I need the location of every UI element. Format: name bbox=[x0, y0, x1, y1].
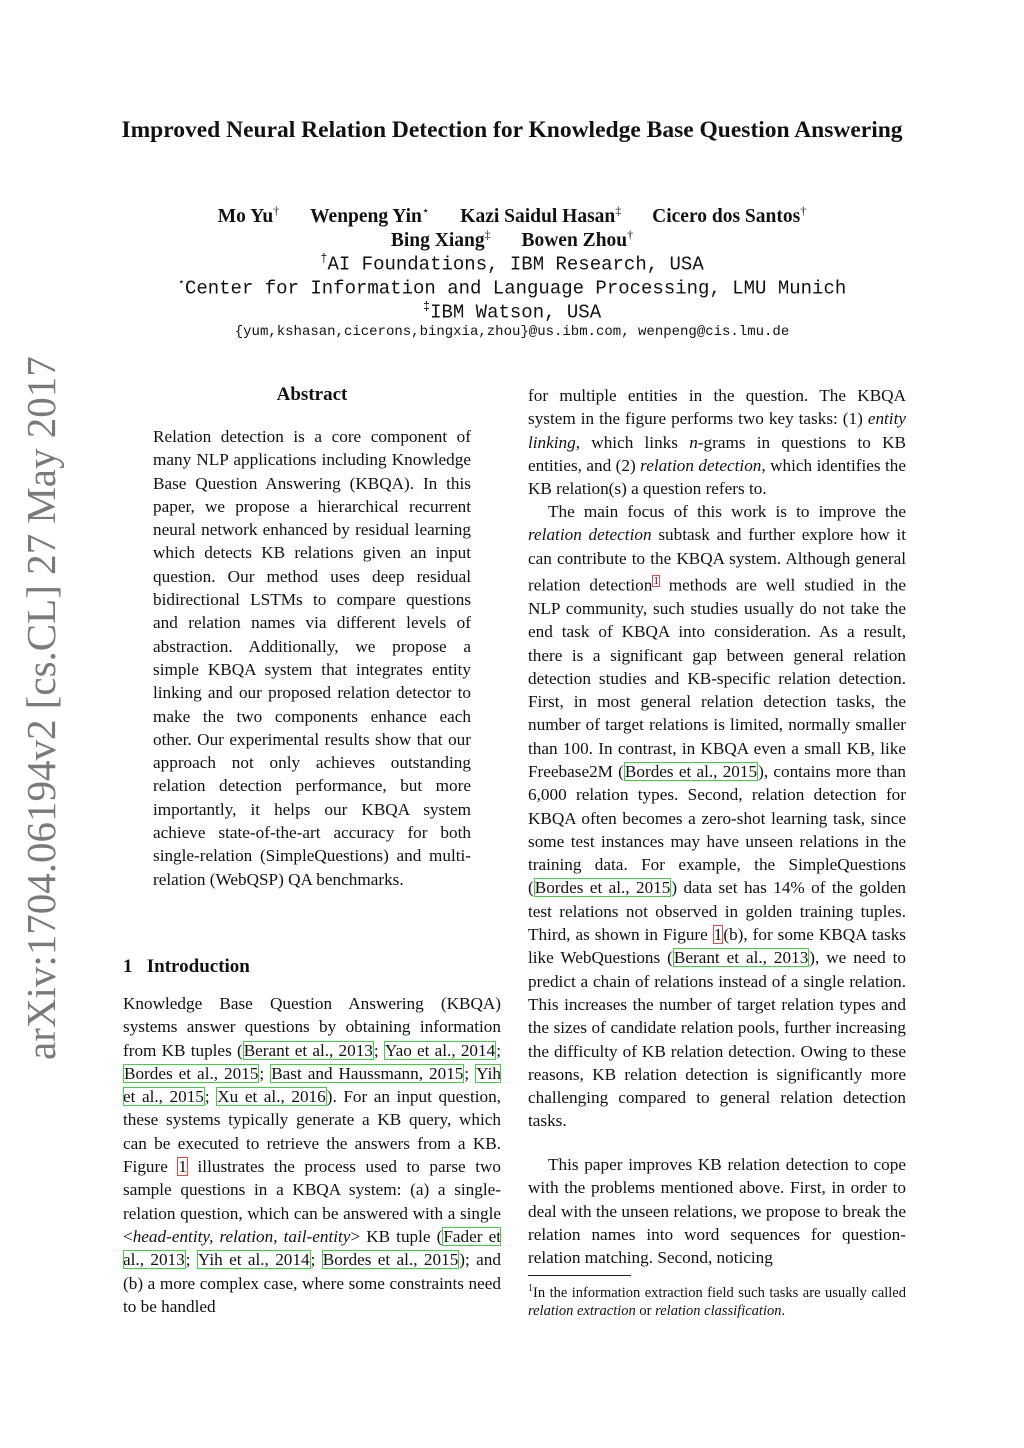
author: Bing Xiang‡ bbox=[390, 227, 491, 251]
arxiv-identifier: arXiv:1704.06194v2 [cs.CL] 27 May 2017 bbox=[18, 356, 64, 1060]
affiliation-lmu-munich: ⋆Center for Information and Language Processing, LMU Munich bbox=[177, 276, 847, 300]
citation-link[interactable]: Bast and Haussmann, 2015 bbox=[271, 1063, 464, 1083]
author: Cicero dos Santos† bbox=[652, 203, 807, 227]
figure-reference-link[interactable]: 1 bbox=[178, 1157, 187, 1177]
author: Kazi Saidul Hasan‡ bbox=[460, 203, 622, 227]
citation-link[interactable]: Fader et al., 2013 bbox=[123, 1226, 501, 1270]
affiliation-ibm-watson: ‡IBM Watson, USA bbox=[422, 300, 602, 324]
citation-link[interactable]: Yih et al., 2015 bbox=[123, 1063, 501, 1107]
citation-link[interactable]: Bordes et al., 2015 bbox=[624, 762, 758, 781]
paper-title: Improved Neural Relation Detection for Knowledge Base Question Answering bbox=[121, 117, 903, 143]
author-emails: {yum,kshasan,cicerons,bingxia,zhou}@us.ibm.com, wenpeng@cis.lmu.de bbox=[234, 324, 790, 340]
citation-link[interactable]: Bordes et al., 2015 bbox=[534, 878, 671, 898]
citation-link[interactable]: Xu et al., 2016 bbox=[217, 1087, 326, 1107]
affiliation-ibm-research: †AI Foundations, IBM Research, USA bbox=[320, 252, 704, 276]
author: Wenpeng Yin⋆ bbox=[310, 203, 430, 227]
footnote-reference-link[interactable]: 1 bbox=[653, 574, 659, 587]
citation-link[interactable]: Berant et al., 2013 bbox=[243, 1040, 373, 1060]
citation-link[interactable]: Yih et al., 2014 bbox=[197, 1250, 310, 1270]
abstract-text: Relation detection is a core component of many NLP applications including Knowledge Base Question Answering (KBQA). In this paper, we propose a hierarchical recurrent neural network enhanced by residual learning which detects KB relations given an input question. Our method uses deep residual bidirectional LSTMs to compare questions and relation names via different levels of abstraction. Additionally, we propose a simple KBQA system that integrates entity linking and our proposed relation detector to make the two components enhance each other. Our experimental results show that our approach not only achieves outstanding relation detection performance, but more importantly, it helps our KBQA system achieve state-of-the-art accuracy for both single-relation (SimpleQuestions) and multi-relation (WebQSP) QA benchmarks. bbox=[153, 427, 471, 889]
section-heading-introduction: 1 Introduction bbox=[123, 956, 250, 977]
citation-link[interactable]: Bordes et al., 2015 bbox=[124, 1063, 259, 1083]
citation-link[interactable]: Berant et al., 2013 bbox=[673, 948, 809, 968]
citation-link[interactable]: Yao et al., 2014 bbox=[384, 1040, 496, 1060]
right-paragraph-3: This paper improves KB relation detection to cope with the problems mentioned above. First, in order to deal with the unseen relations, we propose to break the relation names into word sequences for question-relation matching. Second, noticing bbox=[528, 1155, 906, 1268]
author: Bowen Zhou† bbox=[521, 227, 634, 251]
right-paragraph-1: for multiple entities in the question. The KBQA system in the figure performs two key tasks: (1) entity linking, which links n-grams in questions to KB entities, and (2) relation detection, which identifies the KB relation(s) a question refers to. bbox=[528, 386, 906, 499]
right-paragraph-2: The main focus of this work is to improve the relation detection subtask and further explore how it can contribute to the KBQA system. Although general relation detection$^1$ methods are well studied in the NLP community, such studies usually do not take the end task of KBQA into consideration. As a result, there is a significant gap between general relation detection studies and KB-specific relation detection. First, in most general relation detection tasks, the number of target relations is limited, normally smaller than 100. In contrast, in KBQA even a small KB, like Freebase2M (Bordes et al., 2015), contains more than 6,000 relation types. Second, relation detection for KBQA often becomes a zero-shot learning task, since some test instances may have unseen relations in the training data. For example, the SimpleQuestions (Bordes et al., 2015) data set has 14% of the golden test relations not observed in golden training tuples. Third, as shown in Figure 1(b), for some KBQA tasks like WebQuestions (Berant et al., 2013), we need to predict a chain of relations instead of a single relation. This increases the number of target relation types and the sizes of candidate relation pools, further increasing the difficulty of KB relation detection. Owing to these reasons, KB relation detection is significantly more challenging compared to general relation detection tasks. bbox=[528, 502, 906, 1131]
citation-link[interactable]: Bordes et al., 2015 bbox=[322, 1250, 459, 1270]
intro-paragraph: Knowledge Base Question Answering (KBQA) systems answer questions by obtaining information from KB tuples (Berant et al., 2013; Yao et al., 2014; Bordes et al., 2015; Bast and Haussmann, 2015; Yih et al., 2015; Xu et al., 2016). For an input question, these systems typically generate a KB query, which can be executed to retrieve the answers from a KB. Figure 1 illustrates the process used to parse two sample questions in a KBQA system: (a) a single-relation question, which can be answered with a single <head-entity, relation, tail-entity> KB tuple (Fader et al., 2013; Yih et al., 2014; Bordes et al., 2015); and (b) a more complex case, where some constraints need to be handled bbox=[123, 994, 501, 1316]
abstract-heading: Abstract bbox=[276, 384, 348, 405]
figure-reference-link[interactable]: 1 bbox=[713, 925, 723, 945]
footnote-divider bbox=[528, 1275, 631, 1276]
author: Mo Yu† bbox=[217, 203, 280, 227]
footnote: $^1$In the information extraction field such tasks are usually called relation extraction or relation classification. bbox=[528, 1283, 906, 1319]
